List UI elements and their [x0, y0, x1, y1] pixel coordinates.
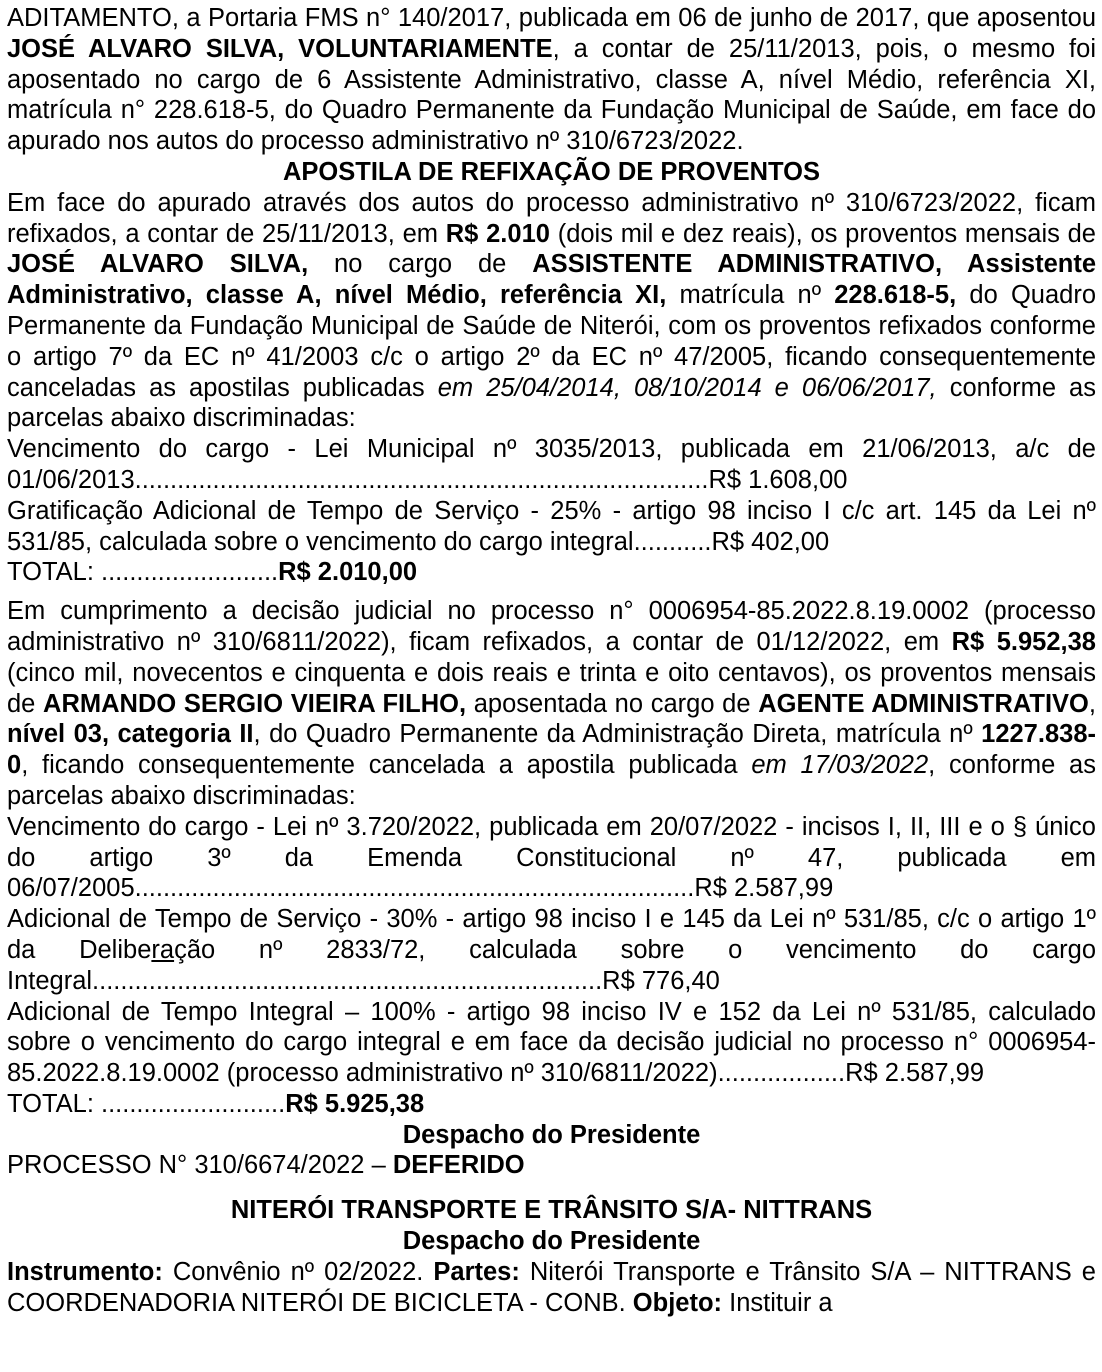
apostila2-text-3: aposentada no cargo de: [466, 689, 759, 718]
apostila1-text-3: no cargo de: [308, 250, 533, 279]
aditamento-text-2: , a contar de 25/11/2013, pois, o mesmo foi aposentado no cargo de 6 Assistente Administrativo, classe A, nível Médio, referência XI, matrícula n° 228.618-5, do Quadro Permanente da Fundação Municipal de Saúde, em face do apurado nos autos do processo administrativo nº 310/6723/2022.: [7, 34, 1096, 156]
apostila1-text: Em face do apurado através dos autos do processo administrativo nº 310/6723/2022, ficam refixados, a contar de 25/11/2013, em: [7, 188, 1096, 248]
apostila2-date: em 17/03/2022: [751, 751, 929, 780]
apostila2-text-7: , conforme as parcelas abaixo discriminadas:: [7, 751, 1096, 810]
apostila2-matricula: 1227.838-0: [7, 720, 1096, 780]
total-label: TOTAL: ..........................: [7, 1089, 286, 1118]
apostila2-amount: R$ 5.952,38: [951, 627, 1096, 656]
apostila2-text-2: (cinco mil, novecentos e cinquenta e dois reais e trinta e oito centavos), os proventos mensais de: [7, 658, 1096, 718]
despacho-process: [7, 1150, 1096, 1181]
instrumento-text: Convênio nº 02/2022.: [162, 1257, 434, 1286]
objeto-label: Objeto:: [632, 1288, 723, 1317]
document-page: [7, 3, 1096, 1318]
despacho-heading: Despacho do Presidente: [402, 1120, 701, 1149]
apostila1-cargo: ASSISTENTE ADMINISTRATIVO, Assistente Administrativo, classe A, nível Médio, referência XI,: [7, 250, 1097, 310]
apostila-heading: APOSTILA DE REFIXAÇÃO DE PROVENTOS: [283, 157, 820, 186]
apostila1-total: [7, 557, 1096, 588]
total-label: TOTAL: .........................: [7, 558, 279, 587]
nittrans-paragraph: [7, 1257, 1096, 1319]
aditamento-text: ADITAMENTO, a Portaria FMS n° 140/2017, publicada em 06 de junho de 2017, que aposentou: [7, 4, 1096, 32]
apostila2-text: Em cumprimento a decisão judicial no processo n° 0006954-85.2022.8.19.0002 (processo administrativo nº 310/6811/2022), ficam refixados, a contar de 01/12/2022, em: [7, 597, 1096, 656]
apostila2-nivel: nível 03, categoria II: [7, 720, 254, 749]
apostila2-paragraph: [7, 596, 1096, 812]
apostila1-text-5: do Quadro Permanente da Fundação Municipal de Saúde de Niterói, com os proventos refixados conforme o artigo 7º da EC nº 41/2003 c/c o artigo 2º da EC nº 47/2005, ficando consequentemente canceladas as apostilas publicadas: [7, 281, 1096, 402]
apostila2-text-6: , ficando consequentemente cancelada a apostila publicada: [21, 751, 752, 780]
apostila1-amount: R$ 2.010: [445, 219, 550, 248]
apostila1-paragraph: [7, 188, 1096, 434]
apostila2-parcela-2: [7, 904, 1096, 996]
apostila1-matricula: 228.618-5,: [834, 281, 957, 310]
apostila1-name: JOSÉ ALVARO SILVA,: [7, 250, 309, 279]
apostila2-text-4: ,: [1088, 689, 1096, 718]
apostila1-dates: em 25/04/2014, 08/10/2014 e 06/06/2017,: [437, 373, 937, 402]
nittrans-subheading: Despacho do Presidente: [402, 1227, 701, 1256]
apostila2-parcela-1: Vencimento do cargo - Lei nº 3.720/2022, publicada em 20/07/2022 - incisos I, II, III e o § único do artigo 3º da Emenda Constitucional nº 47, publicada em 06/07/2005...............................................................................R$ 2.587,99: [7, 812, 1096, 903]
parcela2-text: Adicional de Tempo de Serviço - 30% - artigo 98 inciso I e 145 da Lei nº 531/85, c/c o artigo 1º da Delibe: [7, 905, 1096, 964]
total-value: R$ 5.925,38: [285, 1089, 425, 1118]
apostila1-text-2: (dois mil e dez reais), os proventos mensais de: [549, 219, 1096, 248]
parcela2-text-2: ção nº 2833/72, calculada sobre o vencimento do cargo Integral........................................................................R$ 776,40: [7, 935, 1096, 995]
nittrans-heading: NITERÓI TRANSPORTE E TRÂNSITO S/A- NITTRANS: [230, 1196, 873, 1225]
aditamento-name: JOSÉ ALVARO SILVA, VOLUNTARIAMENTE: [7, 34, 553, 63]
process-status: DEFERIDO: [392, 1151, 525, 1180]
partes-label: Partes:: [433, 1257, 520, 1286]
apostila2-name: ARMANDO SERGIO VIEIRA FILHO,: [43, 689, 467, 718]
parcela2-underlined: ra: [151, 935, 175, 964]
instrumento-label: Instrumento:: [7, 1257, 163, 1286]
apostila1-parcela-1: Vencimento do cargo - Lei Municipal nº 3035/2013, publicada em 21/06/2013, a/c de 01/06/2013.................................................................................R$ 1.608,00: [7, 435, 1096, 494]
process-number: PROCESSO N° 310/6674/2022 –: [7, 1151, 393, 1180]
apostila2-total: [7, 1089, 1096, 1120]
apostila1-parcela-2: Gratificação Adicional de Tempo de Serviço - 25% - artigo 98 inciso I c/c art. 145 da Lei nº 531/85, calculada sobre o vencimento do cargo integral...........R$ 402,00: [7, 496, 1096, 556]
total-value: R$ 2.010,00: [278, 558, 418, 587]
partes-text: Niterói Transporte e Trânsito S/A – NITTRANS e COORDENADORIA NITERÓI DE BICICLETA - CONB.: [7, 1257, 1096, 1317]
objeto-text: Instituir a: [722, 1288, 833, 1317]
aditamento-paragraph: [7, 3, 1096, 157]
apostila1-text-4: matrícula nº: [666, 281, 835, 310]
apostila2-parcela-3: Adicional de Tempo Integral – 100% - artigo 98 inciso IV e 152 da Lei nº 531/85, calculado sobre o vencimento do cargo integral e em face da decisão judicial no processo n° 0006954-85.2022.8.19.0002 (processo administrativo nº 310/6811/2022)..................R$ 2.587,99: [7, 997, 1096, 1088]
apostila2-cargo: AGENTE ADMINISTRATIVO: [758, 689, 1089, 718]
apostila2-text-5: , do Quadro Permanente da Administração Direta, matrícula nº: [253, 720, 982, 749]
apostila1-text-6: conforme as parcelas abaixo discriminadas:: [7, 373, 1096, 433]
